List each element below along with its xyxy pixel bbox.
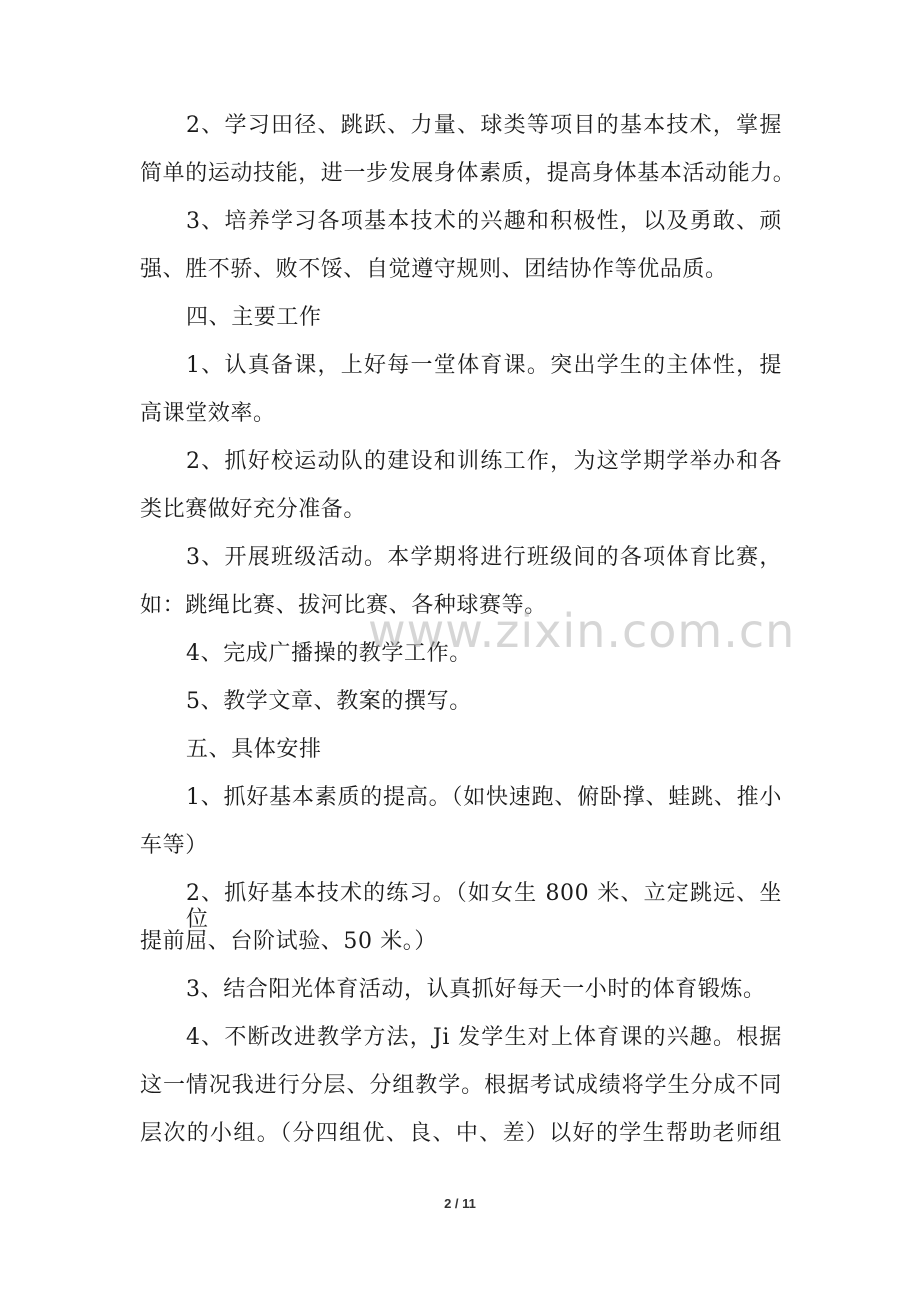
text-line: 如：跳绳比赛、拔河比赛、各种球赛等。 [140, 593, 547, 618]
text-line: 3、开展班级活动。本学期将进行班级间的各项体育比赛， [186, 545, 782, 570]
text-line: 5、教学文章、教案的撰写。 [186, 689, 472, 714]
text-line: 四、主要工作 [186, 305, 322, 330]
text-line: 4、完成广播操的教学工作。 [186, 641, 472, 666]
text-line: 1、认真备课，上好每一堂体育课。突出学生的主体性，提 [186, 353, 782, 378]
text-line: 这一情况我进行分层、分组教学。根据考试成绩将学生分成不同 [140, 1073, 782, 1098]
text-line: 高课堂效率。 [140, 401, 276, 426]
text-line: 简单的运动技能，进一步发展身体素质，提高身体基本活动能力。 [140, 161, 796, 186]
watermark: www.zixin.com.cn [368, 604, 796, 658]
text-line: 层次的小组。（分四组优、良、中、差）以好的学生帮助老师组 [140, 1121, 782, 1146]
text-line: 4、不断改进教学方法，Ji 发学生对上体育课的兴趣。根据 [186, 1025, 782, 1050]
text-line: 类比赛做好充分准备。 [140, 497, 367, 522]
text-line: 五、具体安排 [186, 737, 322, 762]
page-number: 2 / 11 [444, 1196, 476, 1211]
text-line: 3、结合阳光体育活动，认真抓好每天一小时的体育锻炼。 [186, 977, 766, 1002]
text-line: 2、抓好校运动队的建设和训练工作，为这学期学举办和各 [186, 449, 782, 474]
text-line: 2、抓好基本技术的练习。（如女生 800 米、立定跳远、坐位 [186, 881, 782, 932]
text-line: 车等） [140, 833, 208, 858]
text-line: 提前屈、台阶试验、50 米。） [140, 929, 437, 954]
text-line: 强、胜不骄、败不馁、自觉遵守规则、团结协作等优品质。 [140, 257, 728, 282]
text-line: 3、培养学习各项基本技术的兴趣和积极性，以及勇敢、顽 [186, 209, 782, 234]
text-line: 1、抓好基本素质的提高。（如快速跑、俯卧撑、蛙跳、推小 [186, 785, 782, 810]
text-line: 2、学习田径、跳跃、力量、球类等项目的基本技术，掌握 [186, 113, 782, 138]
